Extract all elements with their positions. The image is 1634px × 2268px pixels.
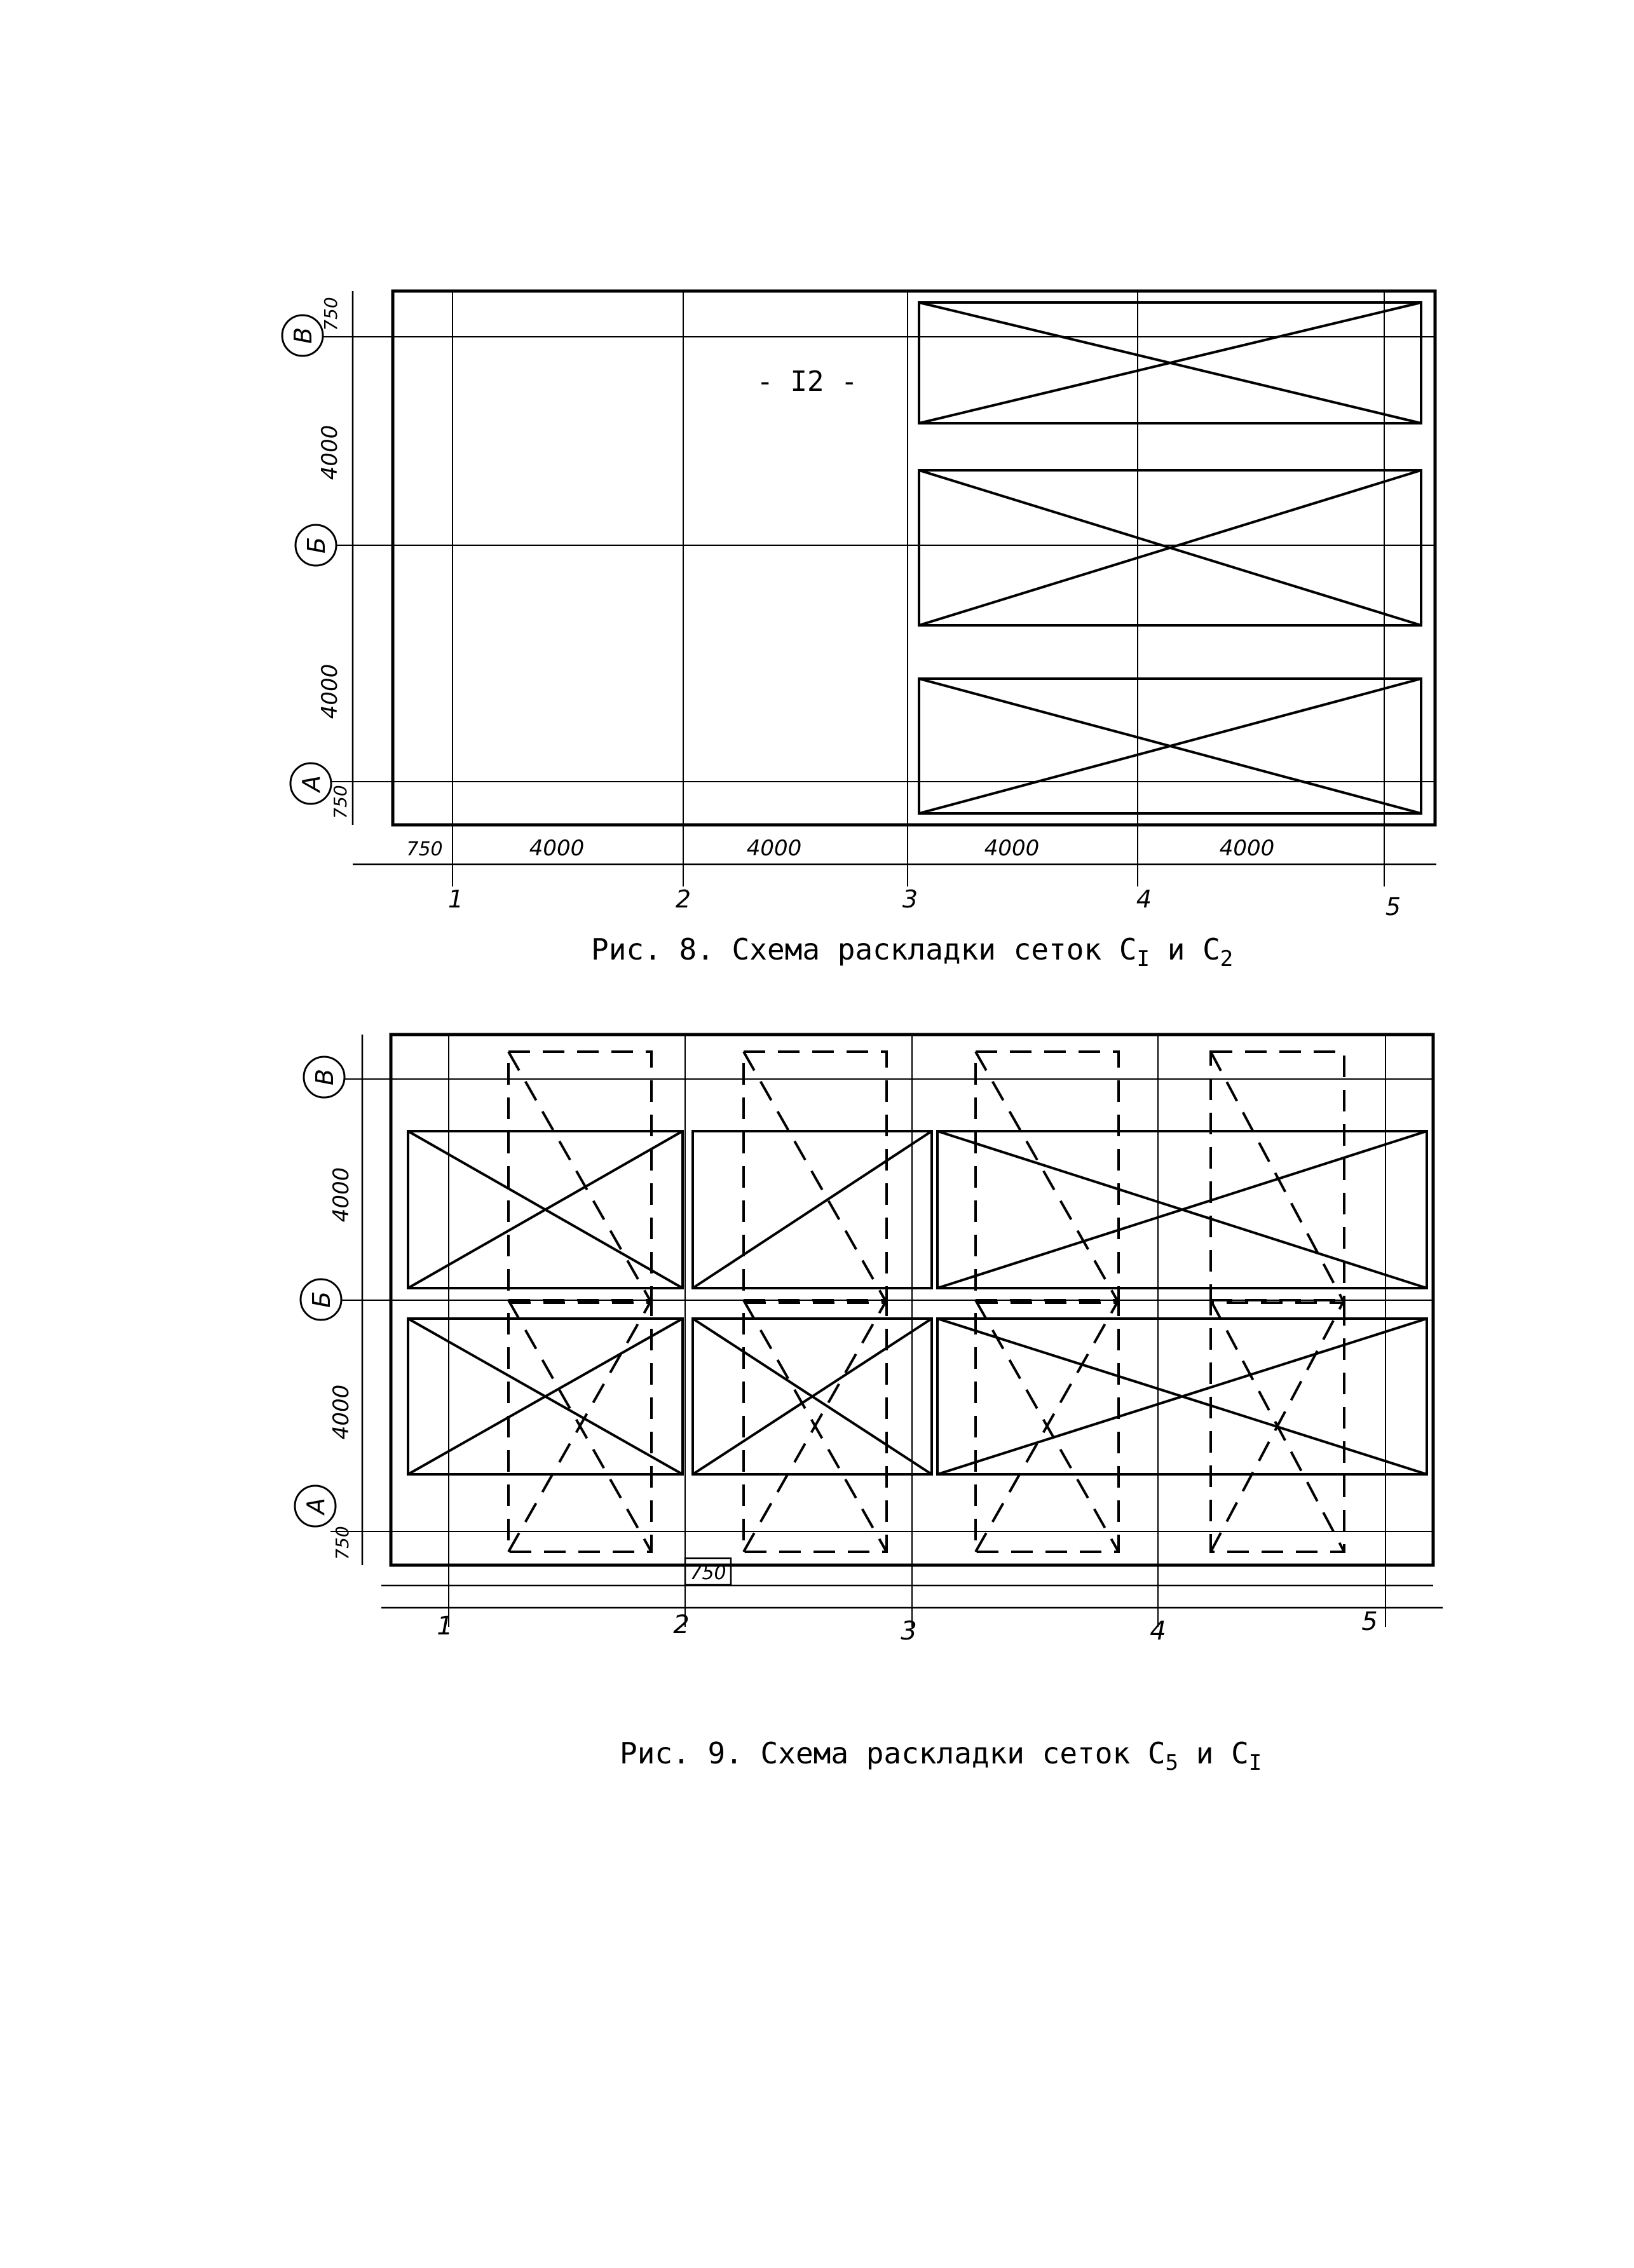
figure-8-caption: Рис. 8. Схема раскладки сеток $С_I$ и $С_2$	[591, 932, 1234, 972]
slab-outline	[393, 291, 1435, 825]
svg-text:А: А	[297, 775, 325, 792]
figure-9-caption: Рис. 9. Схема раскладки сеток $С_5$ и $С_I$	[620, 1736, 1262, 1776]
mesh-panel	[937, 1319, 1427, 1474]
axis-bubble-a	[295, 1486, 336, 1526]
axis-bubble-v	[304, 1057, 344, 1097]
axis-number-1: 1	[437, 1612, 453, 1641]
dim-horizontal-label: 4000	[746, 836, 802, 861]
figure-9	[295, 1035, 1443, 1776]
svg-text:В: В	[289, 327, 317, 344]
mesh-panel	[693, 1319, 932, 1474]
axis-number-4: 4	[1150, 1617, 1166, 1646]
dim-horizontal-label: 4000	[984, 836, 1040, 861]
svg-text:Б: Б	[308, 1291, 336, 1308]
mesh-mark-label: - I2 -	[756, 365, 858, 398]
axis-bubble-a	[290, 763, 331, 804]
axis-number-3: 3	[901, 1617, 917, 1646]
axis-number-2: 2	[675, 885, 691, 913]
svg-text:Б: Б	[303, 536, 330, 554]
dim-horizontal-label: 4000	[529, 836, 585, 861]
svg-text:А: А	[302, 1498, 330, 1514]
dim-vertical-label: 4000	[329, 1384, 354, 1440]
dim-vertical-label: 4000	[317, 424, 343, 480]
figure-8	[282, 291, 1436, 972]
dim-vertical-label: 4000	[329, 1167, 354, 1223]
axis-number-2: 2	[673, 1610, 690, 1640]
axis-bubble-v	[282, 315, 323, 356]
dim-horizontal-label: 4000	[1219, 836, 1275, 861]
dashed-mesh-panel	[508, 1300, 651, 1552]
dim-horizontal-label: 750	[406, 838, 443, 860]
axis-number-3: 3	[902, 885, 918, 913]
mesh-panel	[693, 1131, 932, 1288]
axis-number-1: 1	[447, 885, 464, 913]
mesh-panel	[937, 1131, 1427, 1288]
mesh-panel	[919, 302, 1421, 423]
axis-number-5: 5	[1361, 1607, 1378, 1636]
mesh-panel	[919, 679, 1421, 813]
dashed-mesh-panel	[744, 1052, 887, 1303]
dim-vertical-label: 750	[332, 1526, 353, 1560]
dashed-mesh-panel	[976, 1052, 1119, 1303]
dim-vertical-label: 750	[330, 785, 351, 819]
dim-vertical-label: 750	[320, 297, 341, 331]
axis-bubble-b	[301, 1279, 341, 1320]
axis-number-4: 4	[1136, 885, 1152, 913]
mesh-panel	[919, 470, 1421, 625]
axis-number-5: 5	[1385, 893, 1401, 921]
dashed-mesh-panel	[508, 1052, 651, 1303]
dim-vertical-label: 4000	[317, 663, 343, 719]
dashed-mesh-panel	[1211, 1052, 1344, 1303]
svg-text:В: В	[311, 1068, 339, 1086]
axis-bubble-b	[296, 525, 336, 566]
dim-horizontal-label: 750	[690, 1562, 726, 1584]
